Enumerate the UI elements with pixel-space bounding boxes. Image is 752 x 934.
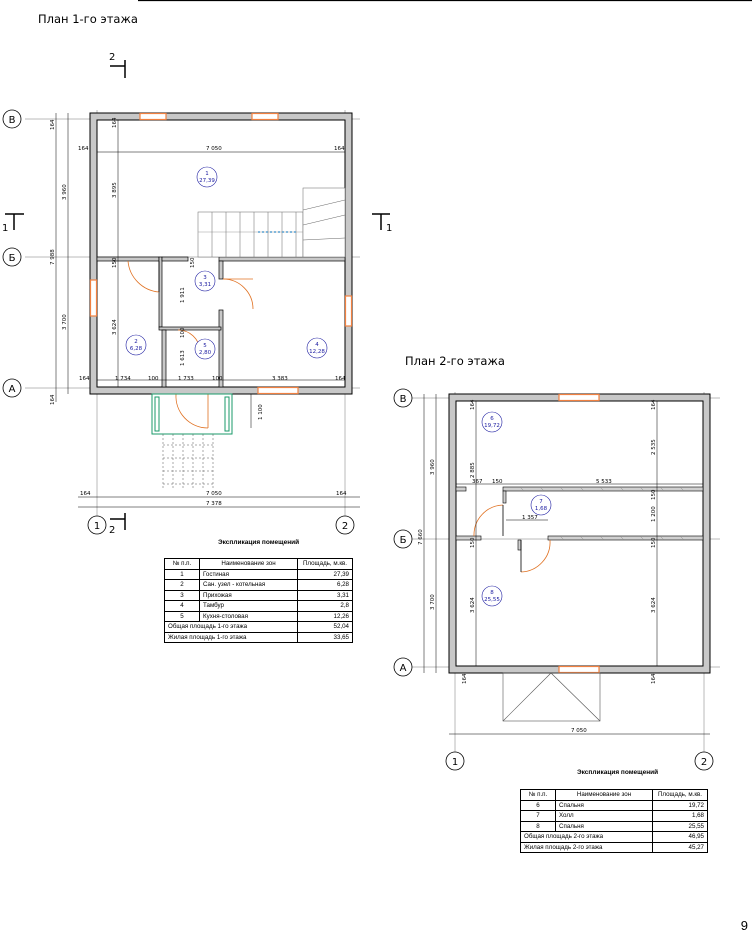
f2-dim-3624-right: 3 624: [651, 597, 657, 613]
cell-name: Тамбур: [200, 601, 298, 612]
total-value: 52,04: [298, 622, 353, 633]
f2-dim-150: 150: [492, 479, 503, 485]
room-1-area: 27,39: [199, 178, 215, 184]
f2-dim-164-bot-right: 164: [651, 673, 657, 684]
dim-164-corner-top: 164: [50, 119, 56, 130]
header-name: Наименование зон: [556, 790, 653, 801]
header-name: Наименование зон: [200, 559, 298, 570]
f2-dim-3960: 3 960: [430, 459, 436, 475]
cell-num: 2: [165, 580, 200, 591]
f2-dim-2535: 2 535: [651, 439, 657, 455]
dim-164-right: 164: [334, 146, 345, 152]
f2-dim-1357: 1 357: [522, 515, 538, 521]
dim-164-corner-bottom: 164: [50, 394, 56, 405]
section-mark-1-right: 1: [386, 223, 393, 234]
room-5-area: 2,80: [198, 350, 212, 356]
dim-7050-total: 7 050: [206, 491, 222, 497]
f2-dim-7660: 7 660: [418, 529, 424, 545]
dim-164-total-left: 164: [80, 491, 91, 497]
f2-dim-367: 367: [472, 479, 483, 485]
table-row: [165, 569, 353, 580]
table-row: [165, 580, 353, 591]
cell-name: Спальня: [556, 800, 653, 811]
floor1-plan: [2, 52, 392, 536]
cell-num: 1: [165, 569, 200, 580]
f2-dim-150-a: 150: [651, 489, 657, 500]
f2-axis-2-label: 2: [700, 757, 708, 768]
room-4-number: 4: [315, 342, 319, 348]
header-area: Площадь, м.кв.: [298, 559, 353, 570]
cell-name: Холл: [556, 811, 653, 822]
f2-axis-a-label: А: [399, 663, 407, 674]
dim-3700: 3 700: [62, 314, 68, 330]
dim-150-b: 150: [190, 257, 196, 268]
dim-7050-top: 7 050: [206, 146, 222, 152]
dim-7378-total: 7 378: [206, 501, 222, 507]
cell-num: 6: [521, 800, 556, 811]
room-3-number: 3: [203, 275, 207, 281]
section-mark-2-bottom: 2: [109, 525, 116, 536]
dim-1100-porch: 1 100: [258, 404, 264, 420]
floor2-plan: [394, 389, 720, 770]
room-3-area: 3,31: [198, 282, 212, 288]
floor2-explication-table: [520, 789, 708, 853]
room-2-number: 2: [134, 339, 138, 345]
room-4-area: 12,28: [309, 349, 325, 355]
living-label: Жилая площадь 2-го этажа: [521, 842, 653, 853]
f2-dim-1200: 1 200: [651, 506, 657, 522]
f2-dim-164-right: 164: [651, 399, 657, 410]
cell-name: Прихожая: [200, 590, 298, 601]
dim-100-a: 100: [148, 376, 159, 382]
total-label: Общая площадь 1-го этажа: [165, 622, 298, 633]
cell-name: Спальня: [556, 821, 653, 832]
table-living-row: [165, 632, 353, 643]
table-total-row: [165, 622, 353, 633]
f2-dim-150-left: 150: [470, 537, 476, 548]
cell-area: 19,72: [653, 800, 708, 811]
room-6-number: 6: [490, 416, 494, 422]
room-8-area: 25,55: [484, 597, 500, 603]
living-value: 33,65: [298, 632, 353, 643]
room-8-number: 8: [490, 590, 494, 596]
f2-dim-164-bot-left: 164: [462, 673, 468, 684]
dim-164-bot-left: 164: [79, 376, 90, 382]
floor1-title: План 1-го этажа: [38, 12, 138, 26]
f2-axis-1-label: 1: [451, 757, 459, 768]
room-7-number: 7: [539, 499, 543, 505]
cell-name: Кухня-столовая: [200, 611, 298, 622]
floor1-explication-caption: Экспликация помещений: [218, 539, 300, 546]
f2-dim-150-b: 150: [651, 537, 657, 548]
dim-100-v: 100: [180, 327, 186, 338]
table-header-row: [165, 559, 353, 570]
cell-area: 6,28: [298, 580, 353, 591]
f2-dim-2885: 2 885: [470, 462, 476, 478]
dim-3960: 3 960: [62, 184, 68, 200]
dim-164-left: 164: [78, 146, 89, 152]
dim-3383: 3 383: [272, 376, 288, 382]
cell-num: 4: [165, 601, 200, 612]
dim-100-b: 100: [212, 376, 223, 382]
table-row: [165, 601, 353, 612]
f2-dim-164-top: 164: [470, 399, 476, 410]
cell-num: 3: [165, 590, 200, 601]
cell-name: Гостиная: [200, 569, 298, 580]
room-1-number: 1: [205, 171, 209, 177]
dim-3624: 3 624: [112, 319, 118, 335]
page-number: 9: [740, 918, 748, 933]
dim-164-bot-right: 164: [335, 376, 346, 382]
room-2-area: 6,28: [129, 346, 143, 352]
cell-area: 1,68: [653, 811, 708, 822]
floor1-explication-table: [164, 558, 353, 643]
cell-area: 12,26: [298, 611, 353, 622]
cell-area: 25,55: [653, 821, 708, 832]
dim-164-total-right: 164: [336, 491, 347, 497]
table-row: [165, 590, 353, 601]
table-row: [521, 821, 708, 832]
f2-axis-v-label: В: [399, 394, 407, 405]
cell-num: 8: [521, 821, 556, 832]
header-num: № п.п.: [521, 790, 556, 801]
axis-v-label: В: [8, 115, 16, 126]
dim-164-inner-top: 164: [112, 117, 118, 128]
axis-b-label: Б: [8, 253, 16, 264]
axis-1-label: 1: [93, 521, 101, 532]
axis-2-label: 2: [341, 521, 349, 532]
floor2-title: План 2-го этажа: [405, 354, 505, 368]
dim-1613: 1 613: [180, 350, 186, 366]
cell-area: 3,31: [298, 590, 353, 601]
dim-1734: 1 734: [115, 376, 131, 382]
table-total-row: [521, 832, 708, 843]
room-7-area: 1,68: [534, 506, 548, 512]
total-value: 46,95: [653, 832, 708, 843]
section-mark-2-top: 2: [109, 52, 116, 63]
cell-num: 7: [521, 811, 556, 822]
dim-1733: 1 733: [178, 376, 194, 382]
total-label: Общая площадь 2-го этажа: [521, 832, 653, 843]
table-row: [521, 800, 708, 811]
axis-a-label: А: [8, 384, 16, 395]
floor2-explication-caption: Экспликация помещений: [577, 769, 659, 776]
header-num: № п.п.: [165, 559, 200, 570]
dim-7988: 7 988: [50, 249, 56, 265]
table-row: [165, 611, 353, 622]
f2-dim-3624-left: 3 624: [470, 597, 476, 613]
cell-area: 27,39: [298, 569, 353, 580]
cell-name: Сан. узел - котельная: [200, 580, 298, 591]
room-5-number: 5: [203, 343, 207, 349]
room-6-area: 19,72: [484, 423, 500, 429]
table-row: [521, 811, 708, 822]
dim-150: 150: [112, 257, 118, 268]
cell-num: 5: [165, 611, 200, 622]
living-label: Жилая площадь 1-го этажа: [165, 632, 298, 643]
f2-axis-b-label: Б: [399, 535, 407, 546]
table-living-row: [521, 842, 708, 853]
f2-dim-7050: 7 050: [571, 728, 587, 734]
dim-3895: 3 895: [112, 182, 118, 198]
table-header-row: [521, 790, 708, 801]
f2-dim-5533: 5 533: [596, 479, 612, 485]
dim-1911: 1 911: [180, 287, 186, 303]
living-value: 45,27: [653, 842, 708, 853]
f2-dim-3700: 3 700: [430, 594, 436, 610]
header-area: Площадь, м.кв.: [653, 790, 708, 801]
section-mark-1-left: 1: [2, 223, 9, 234]
cell-area: 2,8: [298, 601, 353, 612]
